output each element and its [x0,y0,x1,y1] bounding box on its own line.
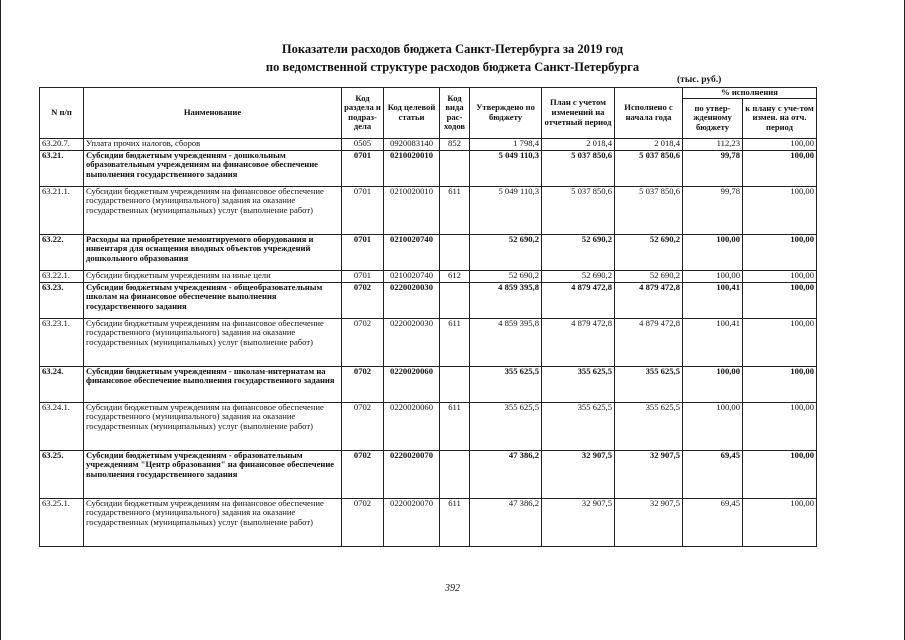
row-plan: 52 690,2 [542,270,615,282]
row-pct-plan: 100,00 [743,366,817,402]
header-section: Код раздела и подраз-дела [342,88,384,139]
row-done: 4 879 472,8 [615,318,683,366]
row-number: 63.24. [40,366,84,402]
table-row [40,366,817,402]
row-pct-approved: 100,00 [683,366,743,402]
row-approved: 5 049 110,3 [470,186,542,234]
header-pct: % исполнения [683,88,817,99]
row-approved: 4 859 395,8 [470,318,542,366]
row-number: 63.22.1. [40,270,84,282]
header-done: Исполнено с начала года [615,88,683,139]
row-pct-plan: 100,00 [743,450,817,498]
row-number: 63.21.1. [40,186,84,234]
row-section-code: 0702 [342,498,384,546]
row-name: Субсидии бюджетным учреждениям на финансовое обеспечение государственного (муниципального) задания на оказание государственных (муниципальных) услуг (выполнение работ) [84,498,342,546]
table-row [40,318,817,366]
document-title [0,40,905,76]
row-target-code: 0210020010 [384,186,440,234]
row-done: 52 690,2 [615,234,683,270]
row-pct-plan: 100,00 [743,318,817,366]
row-pct-plan: 100,00 [743,186,817,234]
row-done: 52 690,2 [615,270,683,282]
title-line-2: по ведомственной структуре расходов бюджета Санкт-Петербурга [265,60,640,74]
row-done: 5 037 850,6 [615,186,683,234]
table-body [40,138,817,546]
row-type-code [440,234,470,270]
table-row [40,186,817,234]
row-pct-plan: 100,00 [743,282,817,318]
row-plan: 32 907,5 [542,450,615,498]
row-name: Субсидии бюджетным учреждениям на финансовое обеспечение государственного (муниципального) задания на оказание государственных (муниципальных) услуг (выполнение работ) [84,318,342,366]
row-plan: 4 879 472,8 [542,318,615,366]
row-done: 355 625,5 [615,366,683,402]
row-plan: 32 907,5 [542,498,615,546]
row-plan: 2 018,4 [542,138,615,150]
table-row [40,402,817,450]
row-pct-plan: 100,00 [743,402,817,450]
row-pct-plan: 100,00 [743,270,817,282]
row-target-code: 0220020060 [384,402,440,450]
row-target-code: 0210020740 [384,270,440,282]
row-number: 63.23. [40,282,84,318]
row-done: 32 907,5 [615,498,683,546]
row-name: Субсидии бюджетным учреждениям - образовательным учреждениям "Центр образования" на финансовое обеспечение выполнения государственного задания [84,450,342,498]
row-number: 63.21. [40,150,84,186]
unit-label: (тыс. руб.) [677,75,722,85]
row-name: Субсидии бюджетным учреждениям на финансовое обеспечение государственного (муниципального) задания на оказание государственных (муниципальных) услуг (выполнение работ) [84,186,342,234]
row-section-code: 0702 [342,402,384,450]
row-plan: 355 625,5 [542,402,615,450]
row-plan: 52 690,2 [542,234,615,270]
row-target-code: 0220020070 [384,450,440,498]
header-pct-plan: к плану с уче-том измен. на отч. период [743,98,817,138]
row-plan: 355 625,5 [542,366,615,402]
table-row [40,150,817,186]
row-pct-plan: 100,00 [743,138,817,150]
row-number: 63.24.1. [40,402,84,450]
row-pct-approved: 112,23 [683,138,743,150]
row-type-code [440,450,470,498]
row-target-code: 0920083140 [384,138,440,150]
row-section-code: 0701 [342,270,384,282]
row-target-code: 0210020010 [384,150,440,186]
row-target-code: 0220020030 [384,318,440,366]
row-section-code: 0702 [342,450,384,498]
row-done: 2 018,4 [615,138,683,150]
page-number: 392 [445,583,460,594]
row-name: Расходы на приобретение немонтируемого оборудования и инвентаря для оснащения вводных объектов учреждений дошкольного образования [84,234,342,270]
table-row [40,450,817,498]
row-section-code: 0702 [342,318,384,366]
header-target: Код целевой статьи [384,88,440,139]
row-name: Субсидии бюджетным учреждениям - дошкольным образовательным учреждениям на финансовое обеспечение выполнения государственного задания [84,150,342,186]
row-done: 4 879 472,8 [615,282,683,318]
row-done: 5 037 850,6 [615,150,683,186]
row-pct-plan: 100,00 [743,498,817,546]
row-approved: 52 690,2 [470,234,542,270]
table-row [40,234,817,270]
row-approved: 4 859 395,8 [470,282,542,318]
row-section-code: 0505 [342,138,384,150]
row-type-code: 852 [440,138,470,150]
row-pct-approved: 69,45 [683,450,743,498]
row-approved: 355 625,5 [470,402,542,450]
header-pct-approved: по утвер-жденному бюджету [683,98,743,138]
table-row [40,282,817,318]
row-type-code: 611 [440,186,470,234]
header-type: Код вида рас-ходов [440,88,470,139]
row-pct-approved: 100,00 [683,270,743,282]
row-type-code: 611 [440,318,470,366]
row-type-code: 611 [440,402,470,450]
row-section-code: 0702 [342,366,384,402]
row-type-code: 612 [440,270,470,282]
row-pct-approved: 100,00 [683,402,743,450]
row-pct-approved: 100,41 [683,318,743,366]
row-pct-plan: 100,00 [743,234,817,270]
row-section-code: 0702 [342,282,384,318]
row-approved: 5 049 110,3 [470,150,542,186]
row-section-code: 0701 [342,150,384,186]
row-name: Субсидии бюджетным учреждениям - школам-интернатам на финансовое обеспечение выполнения государственного задания [84,366,342,402]
row-plan: 5 037 850,6 [542,186,615,234]
budget-table [39,87,817,547]
row-number: 63.22. [40,234,84,270]
row-pct-approved: 100,41 [683,282,743,318]
row-approved: 47 386,2 [470,498,542,546]
row-type-code: 611 [440,498,470,546]
row-target-code: 0220020030 [384,282,440,318]
row-pct-approved: 69,45 [683,498,743,546]
row-name: Субсидии бюджетным учреждениям на финансовое обеспечение государственного (муниципального) задания на оказание государственных (муниципальных) услуг (выполнение работ) [84,402,342,450]
row-target-code: 0220020070 [384,498,440,546]
row-plan: 4 879 472,8 [542,282,615,318]
row-done: 32 907,5 [615,450,683,498]
row-section-code: 0701 [342,186,384,234]
row-number: 63.20.7. [40,138,84,150]
row-type-code [440,282,470,318]
row-number: 63.23.1. [40,318,84,366]
row-section-code: 0701 [342,234,384,270]
row-number: 63.25. [40,450,84,498]
row-approved: 1 798,4 [470,138,542,150]
row-approved: 52 690,2 [470,270,542,282]
header-plan: План с учетом изменений на отчетный период [542,88,615,139]
row-type-code [440,366,470,402]
header-approved: Утверждено по бюджету [470,88,542,139]
row-pct-plan: 100,00 [743,150,817,186]
row-pct-approved: 99,78 [683,150,743,186]
table-row [40,498,817,546]
row-number: 63.25.1. [40,498,84,546]
row-name: Субсидии бюджетным учреждениям - общеобразовательным школам на финансовое обеспечение выполнения государственного задания [84,282,342,318]
row-pct-approved: 100,00 [683,234,743,270]
row-name: Субсидии бюджетным учреждениям на иные цели [84,270,342,282]
row-name: Уплата прочих налогов, сборов [84,138,342,150]
header-name: Наименование [84,88,342,139]
title-line-1: Показатели расходов бюджета Санкт-Петербурга за 2019 год [281,42,624,56]
row-done: 355 625,5 [615,402,683,450]
header-num: N п/п [40,88,84,139]
row-target-code: 0220020060 [384,366,440,402]
row-target-code: 0210020740 [384,234,440,270]
row-pct-approved: 99,78 [683,186,743,234]
table-row [40,270,817,282]
row-type-code [440,150,470,186]
row-plan: 5 037 850,6 [542,150,615,186]
table-row [40,138,817,150]
row-approved: 47 386,2 [470,450,542,498]
row-approved: 355 625,5 [470,366,542,402]
